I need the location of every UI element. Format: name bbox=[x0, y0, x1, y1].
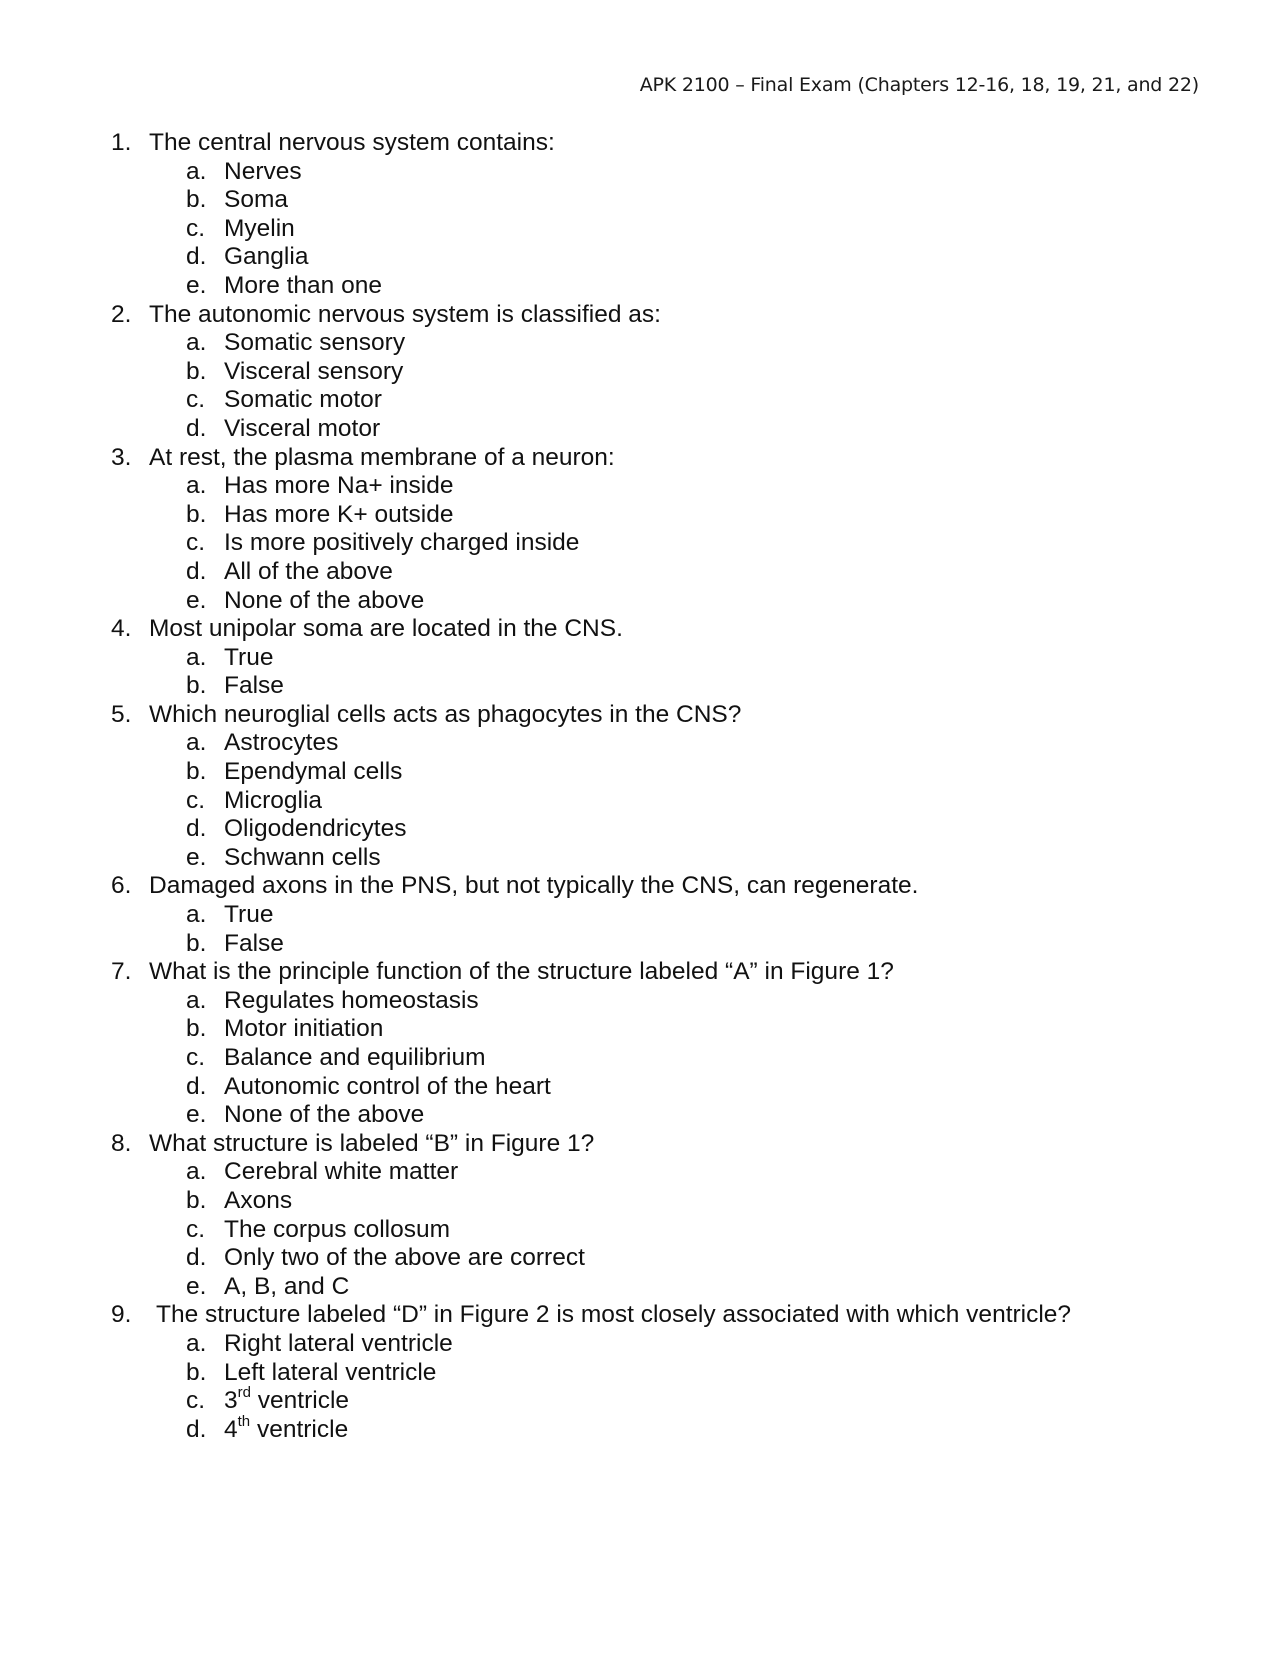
option-text: Has more K+ outside bbox=[224, 500, 454, 528]
question-number: 5. bbox=[111, 700, 132, 728]
option-letter: c. bbox=[186, 214, 206, 242]
option-text: Astrocytes bbox=[224, 729, 339, 757]
option-letter: d. bbox=[186, 414, 207, 442]
option-text: Oligodendricytes bbox=[224, 815, 407, 843]
option-text: Ependymal cells bbox=[224, 758, 403, 786]
option-letter: d. bbox=[186, 557, 207, 585]
option-text bbox=[224, 1412, 349, 1448]
option-text: Visceral sensory bbox=[224, 357, 404, 385]
option-text: Soma bbox=[224, 186, 289, 214]
option-letter: c. bbox=[186, 1215, 206, 1243]
ordinal-suffix: th bbox=[237, 1412, 251, 1430]
option-letter: b. bbox=[186, 758, 207, 786]
option-text: None of the above bbox=[224, 1101, 425, 1129]
question-text: What is the principle function of the structure labeled “A” in Figure 1? bbox=[149, 958, 894, 986]
option-letter: b. bbox=[186, 929, 207, 957]
option-suffix-text: ventricle bbox=[250, 1415, 349, 1443]
option-letter: a. bbox=[186, 986, 207, 1014]
question-number: 7. bbox=[111, 958, 132, 986]
option-text: Only two of the above are correct bbox=[224, 1244, 585, 1272]
option-letter: e. bbox=[186, 843, 207, 871]
option-letter: b. bbox=[186, 1015, 207, 1043]
option-letter: a. bbox=[186, 901, 207, 929]
question-number: 4. bbox=[111, 615, 132, 643]
page-header: APK 2100 – Final Exam (Chapters 12-16, 18, 19, 21, and 22) bbox=[639, 74, 1199, 96]
option-text: A, B, and C bbox=[224, 1272, 350, 1300]
option-letter: a. bbox=[186, 1158, 207, 1186]
option-letter: a. bbox=[186, 1329, 207, 1357]
option-letter: e. bbox=[186, 271, 207, 299]
option-text: Axons bbox=[224, 1186, 293, 1214]
option-letter: a. bbox=[186, 157, 207, 185]
option-text: Regulates homeostasis bbox=[224, 986, 479, 1014]
option-text: Ganglia bbox=[224, 243, 309, 271]
option-text: False bbox=[224, 929, 284, 957]
option-letter: d. bbox=[186, 1072, 207, 1100]
option-text: Left lateral ventricle bbox=[224, 1358, 437, 1386]
option-letter: e. bbox=[186, 586, 207, 614]
option-letter: c. bbox=[186, 529, 206, 557]
question-number: 9. bbox=[111, 1301, 132, 1329]
question-text: What structure is labeled “B” in Figure 1? bbox=[149, 1129, 595, 1157]
option-letter: e. bbox=[186, 1272, 207, 1300]
option-text: Right lateral ventricle bbox=[224, 1329, 453, 1357]
option-text: Motor initiation bbox=[224, 1015, 384, 1043]
question-text: Which neuroglial cells acts as phagocytes in the CNS? bbox=[149, 700, 742, 728]
option-letter: c. bbox=[186, 386, 206, 414]
option-text: All of the above bbox=[224, 557, 393, 585]
question-number: 3. bbox=[111, 443, 132, 471]
option-letter: d. bbox=[186, 243, 207, 271]
option-letter: a. bbox=[186, 329, 207, 357]
question-text: At rest, the plasma membrane of a neuron: bbox=[149, 443, 615, 471]
question-text: The central nervous system contains: bbox=[149, 129, 555, 156]
question-number: 2. bbox=[111, 300, 132, 328]
option-letter: b. bbox=[186, 186, 207, 214]
option-letter: d. bbox=[186, 1244, 207, 1272]
option-text: Balance and equilibrium bbox=[224, 1044, 486, 1071]
question-text: Damaged axons in the PNS, but not typically the CNS, can regenerate. bbox=[149, 872, 919, 900]
option-text: Autonomic control of the heart bbox=[224, 1072, 551, 1100]
option-letter: b. bbox=[186, 1186, 207, 1214]
option-text: Somatic motor bbox=[224, 386, 382, 414]
option-suffix-text: ventricle bbox=[250, 1387, 350, 1415]
option-text: Is more positively charged inside bbox=[224, 529, 580, 557]
option-letter: a. bbox=[186, 472, 207, 500]
option-letter: c. bbox=[186, 1044, 206, 1071]
option-letter: e. bbox=[186, 1101, 207, 1129]
option-text: Nerves bbox=[224, 157, 302, 185]
option-text: True bbox=[224, 901, 274, 929]
question-text: The autonomic nervous system is classified as: bbox=[149, 300, 661, 328]
option-text: The corpus collosum bbox=[224, 1215, 451, 1243]
option-letter: a. bbox=[186, 729, 207, 757]
option-text: True bbox=[224, 643, 274, 671]
question-text: Most unipolar soma are located in the CNS. bbox=[149, 615, 623, 643]
option-letter: c. bbox=[186, 1387, 206, 1415]
question-number: 8. bbox=[111, 1129, 132, 1157]
option-letter: d. bbox=[186, 815, 207, 843]
option-letter: a. bbox=[186, 643, 207, 671]
option-text: Myelin bbox=[224, 214, 295, 242]
option-letter: b. bbox=[186, 1358, 207, 1386]
option-letter: c. bbox=[186, 786, 206, 814]
option-text: Has more Na+ inside bbox=[224, 472, 454, 500]
option-text: Somatic sensory bbox=[224, 329, 406, 357]
option-text: False bbox=[224, 672, 284, 700]
question-number: 1. bbox=[111, 129, 132, 156]
option-text: None of the above bbox=[224, 586, 425, 614]
question-text: The structure labeled “D” in Figure 2 is most closely associated with which ventricle? bbox=[156, 1301, 1072, 1329]
option-text: Cerebral white matter bbox=[224, 1158, 459, 1186]
option-text: More than one bbox=[224, 271, 382, 299]
question-number: 6. bbox=[111, 872, 132, 900]
option-letter: b. bbox=[186, 500, 207, 528]
option-letter: d. bbox=[186, 1415, 207, 1443]
ordinal-number: 3 bbox=[224, 1387, 238, 1415]
ordinal-number: 4 bbox=[224, 1415, 238, 1443]
option-letter: b. bbox=[186, 672, 207, 700]
option-letter: b. bbox=[186, 357, 207, 385]
option-text: Schwann cells bbox=[224, 843, 381, 871]
option-text: Microglia bbox=[224, 786, 323, 814]
option-text: Visceral motor bbox=[224, 414, 381, 442]
ordinal-suffix: rd bbox=[237, 1384, 251, 1402]
